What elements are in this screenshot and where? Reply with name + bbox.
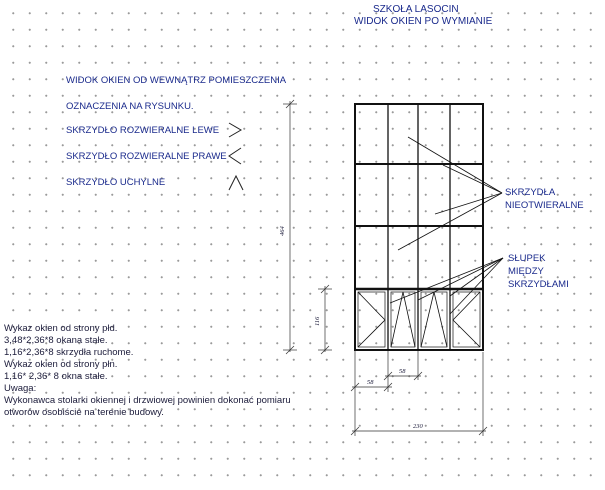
legend-item-tilt-sash: SKRZYDŁO UCHYLNE — [66, 177, 166, 188]
drawing-title: SZKOŁA LASOCIN — [373, 4, 459, 15]
callout-fixed-line1: SKRZYDŁA — [505, 187, 556, 198]
callout-mullion-line1: SŁUPEK — [508, 253, 546, 264]
note-line-1: Wykaz okien od strony płd. — [4, 323, 118, 334]
note-line-6: Uwaga: — [4, 383, 37, 394]
dimension-label-sash-width: 58 — [399, 368, 406, 375]
sash-opening-marks — [358, 292, 480, 347]
view-note: WIDOK OKIEN OD WEWNĄTRZ POMIESZCZENIA — [66, 75, 287, 86]
callout-fixed-line2: NIEOTWIERALNE — [505, 200, 584, 211]
drawing-subtitle: WIDOK OKIEN PO WYMIANIE — [354, 16, 493, 27]
note-line-5: 1,16* 2,36* 8 okna stałe. — [4, 371, 108, 382]
note-line-8: otworów osobiście na terenie budowy. — [4, 407, 164, 418]
dimension-label-bottom-height: 116 — [314, 316, 321, 326]
note-line-7: Wykonawca stolarki okiennej i drzwiowej powinien dokonać pomiaru — [4, 395, 291, 406]
dimension-label-total-height: 464 — [279, 226, 286, 236]
dimension-sash-widths — [351, 351, 422, 392]
note-line-4: Wykaz okien od strony płn. — [4, 359, 118, 370]
leader-lines-mullion — [390, 258, 503, 314]
legend-title: OZNACZENIA NA RYSUNKU. — [66, 101, 194, 112]
window-frame — [355, 104, 483, 350]
note-line-3: 1,16*2,36*8 skrzydła ruchome. — [4, 347, 134, 358]
dimension-label-sash-left: 58 — [367, 379, 374, 386]
chevron-right-icon — [229, 123, 241, 137]
chevron-left-icon — [229, 148, 241, 164]
chevron-up-icon — [229, 176, 243, 190]
legend-item-left-sash: SKRZYDŁO ROZWIERALNE LEWE — [66, 125, 220, 136]
legend-item-right-sash: SKRZYDŁO ROZWIERALNE PRAWE — [66, 151, 227, 162]
dimension-label-total-width: 230 — [413, 423, 423, 430]
callout-mullion-line3: SKRZYDŁAMI — [508, 279, 569, 290]
callout-mullion-line2: MIĘDZY — [508, 266, 544, 277]
note-line-2: 3,48*2,36*8 okana stałe. — [4, 335, 108, 346]
